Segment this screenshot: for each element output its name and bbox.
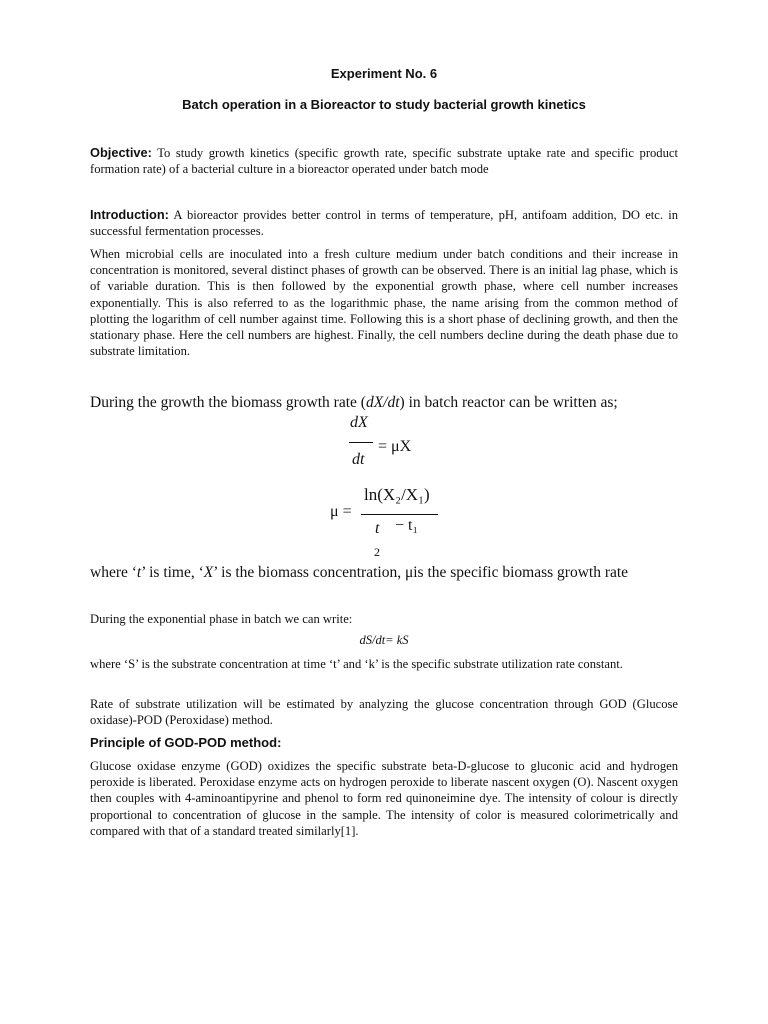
introduction-text: A bioreactor provides better control in terms of temperature, pH, antifoam addition, DO etc. in successful fermentation processes.: [90, 208, 678, 239]
eq1-fraction-bar: [349, 442, 373, 443]
substrate-rate-paragraph: Rate of substrate utilization will be estimated by analyzing the glucose concentration through GOD (Glucose oxidase)-POD (Peroxidase) method.: [90, 697, 678, 728]
objective-label: Objective:: [90, 145, 152, 160]
growth-rate-intro: During the growth the biomass growth rate (dX/dt) in batch reactor can be written as;: [90, 394, 618, 411]
principle-heading: Principle of GOD-POD method:: [90, 735, 282, 750]
eq2-fraction-bar: [361, 514, 438, 515]
eq2-denominator-t: t: [375, 520, 380, 537]
objective-paragraph: [90, 145, 678, 177]
eq1-rhs: = μX: [378, 438, 412, 455]
exponential-intro: During the exponential phase in batch we can write:: [90, 612, 353, 626]
experiment-title: Batch operation in a Bioreactor to study bacterial growth kinetics: [182, 97, 586, 112]
experiment-number: Experiment No. 6: [330, 66, 438, 81]
eq2-lhs: μ =: [330, 503, 352, 520]
eq1-denominator: dt: [352, 451, 365, 468]
eq2-subscript: 2: [374, 545, 380, 559]
eq2-denominator-rest: − t₁: [395, 517, 419, 534]
substrate-equation: dS/dt= kS: [359, 633, 409, 647]
growth-where-line: where ‘t’ is time, ‘X’ is the biomass concentration, μis the specific biomass growth rate: [90, 564, 629, 581]
eq2-numerator: ln(X₂/X₁): [364, 485, 430, 504]
substrate-where: where ‘S’ is the substrate concentration at time ‘t’ and ‘k’ is the specific substrate utilization rate constant.: [90, 657, 623, 671]
introduction-label: Introduction:: [90, 207, 169, 222]
eq1-numerator: dX: [350, 414, 368, 431]
growth-phases-paragraph: When microbial cells are inoculated into a fresh culture medium under batch conditions and their increase in concentration is monitored, several distinct phases of growth can be observed. There is an initial lag phase, which is of variable duration. This is then followed by the exponential growth phase, where cell number increases exponentially. This is also referred to as the logarithmic phase, the name arising from the common method of plotting the logarithm of cell number against time. Following this is a short phase of declining growth, and then the stationary phase. Here the cell numbers are highest. Finally, the cell numbers decline during the death phase due to substrate limitation.: [90, 247, 678, 359]
objective-text: To study growth kinetics (specific growth rate, specific substrate uptake rate and specific product formation rate) of a bacterial culture in a bioreactor operated under batch mode: [90, 146, 678, 177]
principle-paragraph: Glucose oxidase enzyme (GOD) oxidizes the specific substrate beta-D-glucose to gluconic acid and hydrogen peroxide is liberated. Peroxidase enzyme acts on hydrogen peroxide to liberate nascent oxygen (O). Nascent oxygen then couples with 4-aminoantipyrine and phenol to form red quinoneimine dye. The intensity of colour is directly proportional to concentration of glucose in the sample. The intensity of color is measured colorimetrically and compared with that of a standard treated similarly[1].: [90, 759, 678, 838]
growth-rate-variable: dX/dt: [365, 394, 400, 411]
introduction-paragraph: [90, 207, 678, 239]
